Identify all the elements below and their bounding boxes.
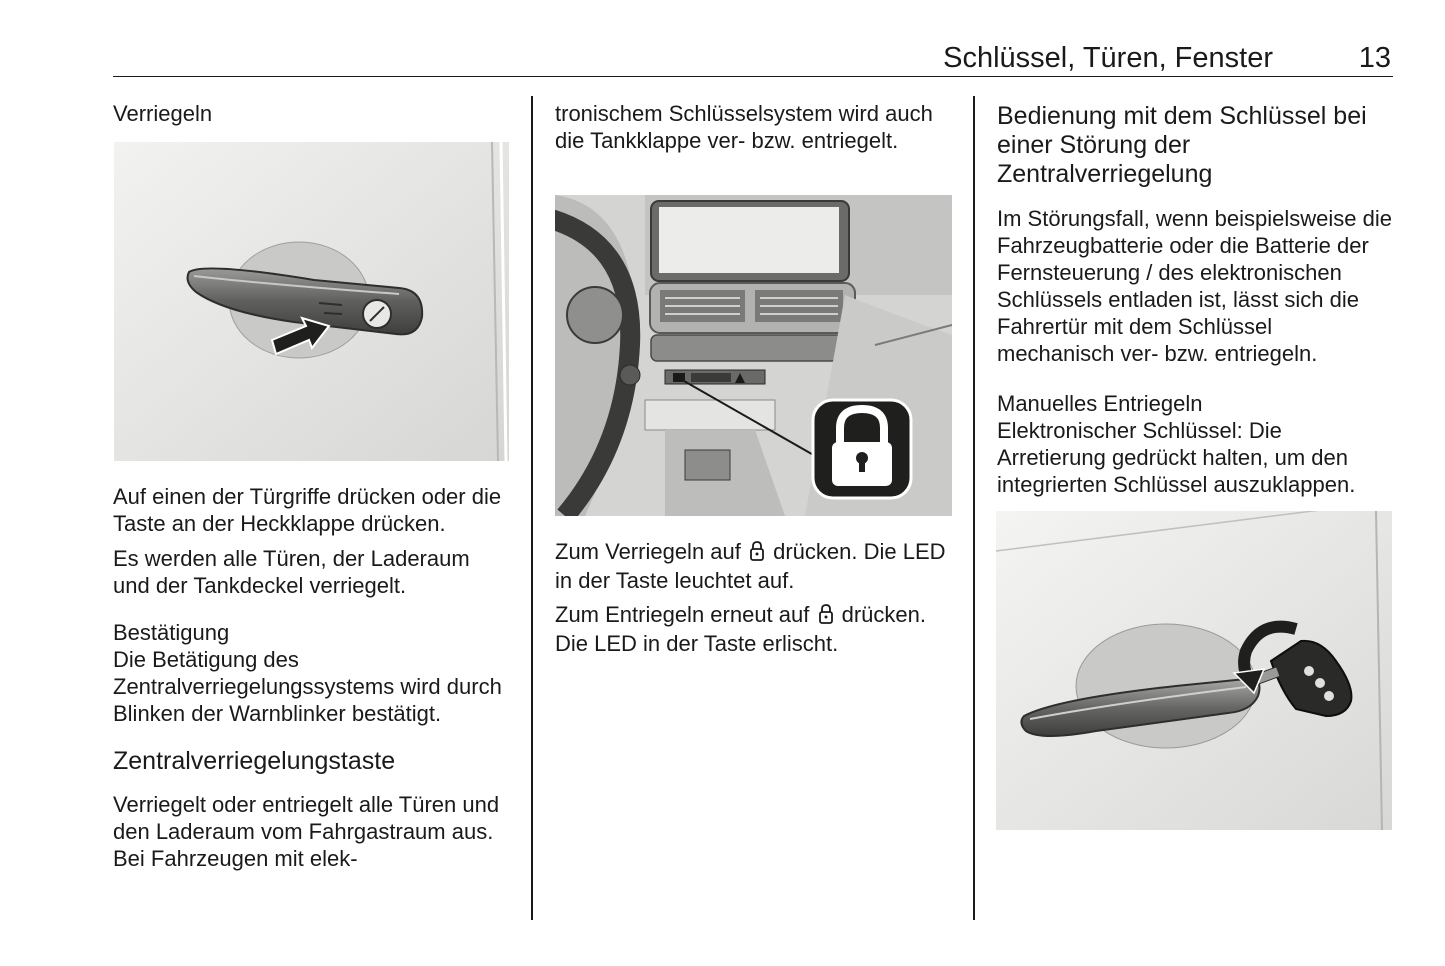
- figure-key-in-handle: [996, 511, 1392, 830]
- heading-bestaetigung: Bestätigung: [113, 620, 230, 645]
- dashboard-illustration: [555, 195, 952, 516]
- paragraph-lock-instruction: [555, 537, 952, 595]
- padlock-icon: [749, 540, 765, 562]
- paragraph-fuel-flap: tronischem Schlüsselsystem wird auch die Tankklappe ver- bzw. entriegelt.: [555, 101, 933, 153]
- door-handle-illustration: [114, 142, 509, 461]
- column-2-text: [555, 537, 952, 658]
- heading-stoerung: Bedienung mit dem Schlüssel bei einer Störung der Zentralverriegelung: [997, 102, 1367, 188]
- paragraph-unlock-instruction: [555, 600, 952, 658]
- paragraph-manual-unlock: Elektronischer Schlüssel: Die Arretierung gedrückt halten, um den integrierten Schlüssel auszuklappen.: [997, 418, 1356, 497]
- paragraph-button-function: Verriegelt oder entriegelt alle Türen und den Laderaum vom Fahrgastraum aus. Bei Fahrzeugen mit elek-: [113, 792, 500, 871]
- column-divider-1: [531, 96, 533, 920]
- lock-text-a: Zum Verriegeln auf: [555, 539, 741, 564]
- page-number: 13: [1358, 42, 1391, 74]
- heading-manuelles-entriegeln: Manuelles Entriegeln: [997, 391, 1203, 416]
- column-3: [997, 102, 1393, 498]
- column-2: [555, 100, 952, 154]
- unlock-text-a: Zum Entriegeln erneut auf: [555, 602, 810, 627]
- section-title: Schlüssel, Türen, Fenster: [943, 42, 1273, 74]
- unlock-text-b: drücken. Die LED in der Taste erlischt.: [555, 602, 927, 656]
- column-1-text: [113, 483, 509, 872]
- key-handle-illustration: [996, 511, 1392, 830]
- column-divider-2: [973, 96, 975, 920]
- paragraph-all-locked: Es werden alle Türen, der Laderaum und der Tankdeckel verriegelt.: [113, 546, 470, 598]
- figure-dashboard: [555, 195, 952, 516]
- page-header: [113, 40, 1393, 77]
- padlock-icon: [818, 603, 834, 625]
- paragraph-confirmation: Die Betätigung des Zentralverriegelungssystems wird durch Blinken der Warnblinker bestätigt.: [113, 647, 502, 726]
- heading-verriegeln: Verriegeln: [113, 101, 213, 126]
- paragraph-push-handle: Auf einen der Türgriffe drücken oder die Taste an der Heckklappe drücken.: [113, 484, 502, 536]
- lock-text-b: drücken. Die LED in der Taste leuchtet auf.: [555, 539, 946, 593]
- heading-zentralverriegelungstaste: Zentralverriegelungstaste: [113, 747, 396, 775]
- figure-door-handle-push: [114, 142, 509, 461]
- paragraph-malfunction: Im Störungsfall, wenn beispielsweise die Fahrzeugbatterie oder die Batterie der Fernsteuerung / des elektronischen Schlüssels entladen ist, lässt sich die Fahrertür mit dem Schlüssel mechanisch ver- bzw. entriegeln.: [997, 206, 1392, 366]
